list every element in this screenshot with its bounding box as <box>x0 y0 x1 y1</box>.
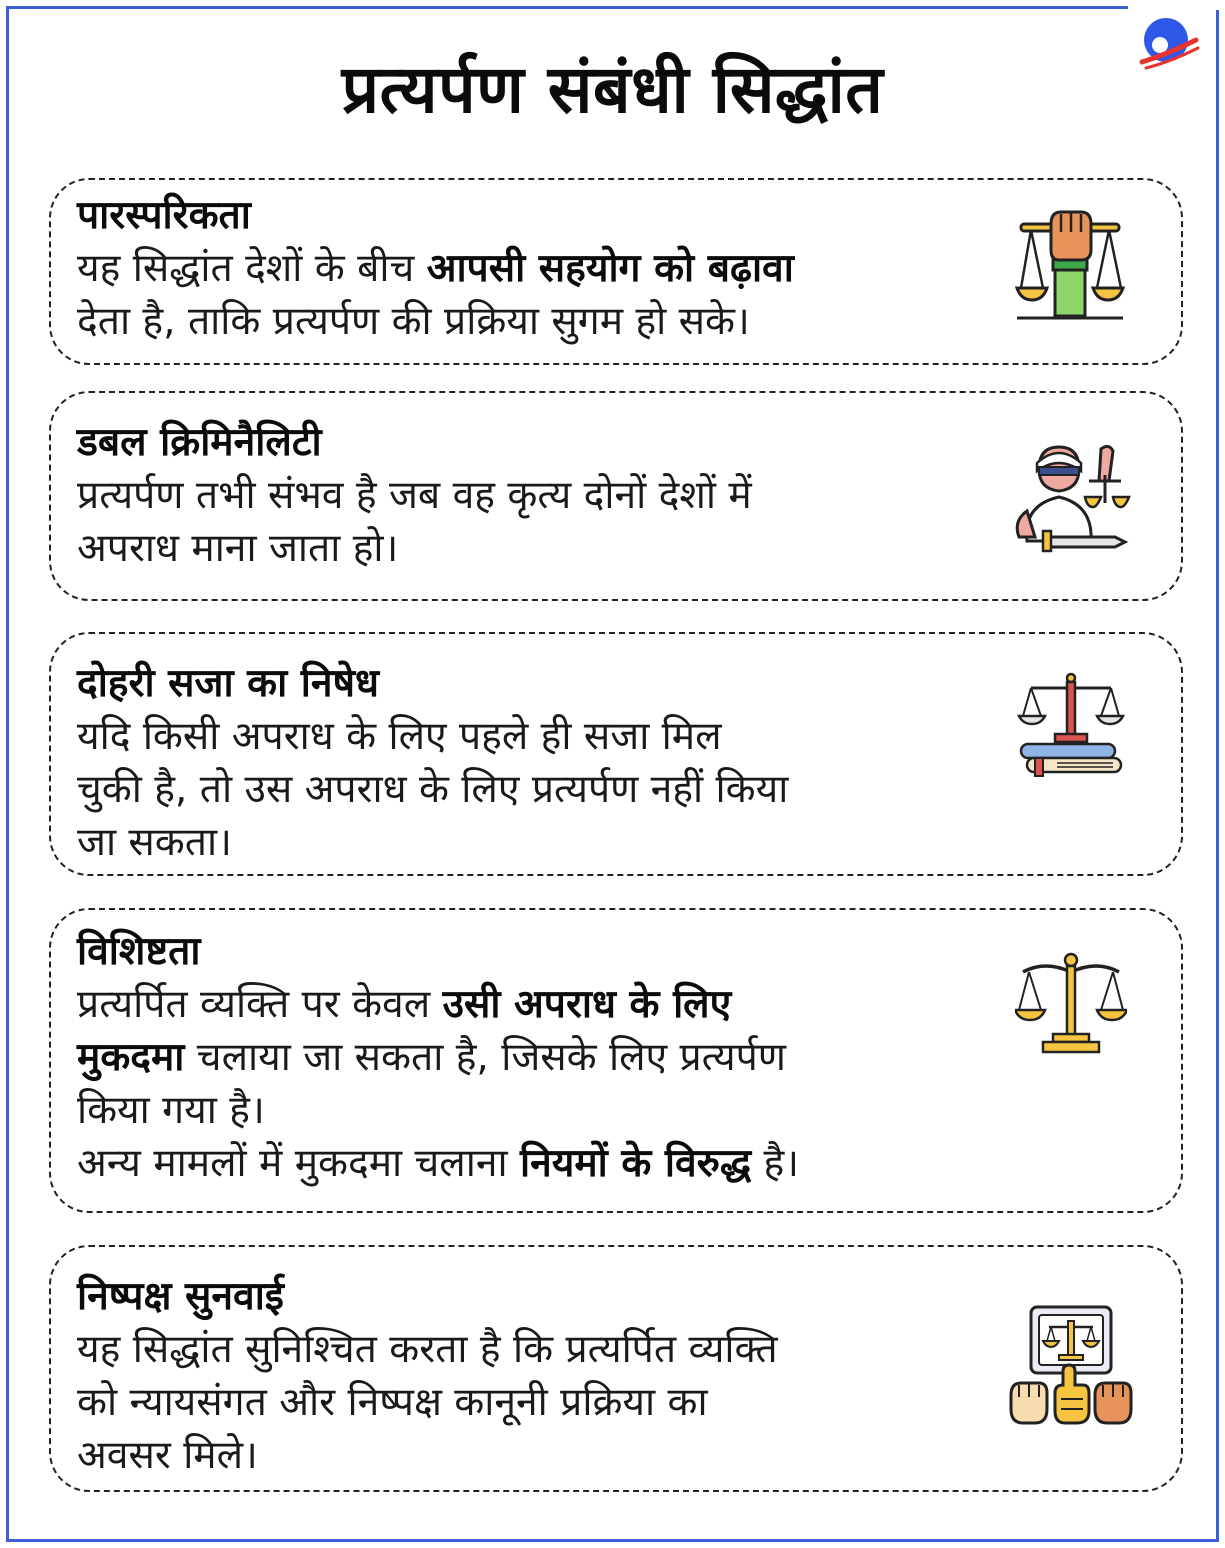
body-line: प्रत्यर्पित व्यक्ति पर केवल उसी अपराध के लिए <box>77 982 732 1027</box>
balance-scale-icon <box>1015 952 1127 1058</box>
principle-body <box>77 710 788 869</box>
principle-heading: विशिष्टता <box>77 929 201 974</box>
principle-card-double-jeopardy <box>49 632 1183 876</box>
principle-body <box>77 469 752 575</box>
body-line: यदि किसी अपराध के लिए पहले ही सजा मिल <box>77 714 722 759</box>
principle-heading: पारस्परिकता <box>77 193 251 238</box>
body-line: अन्य मामलों में मुकदमा चलाना नियमों के विरुद्ध है। <box>77 1141 800 1186</box>
scales-on-books-icon <box>1017 672 1125 778</box>
body-line: को न्यायसंगत और निष्पक्ष कानूनी प्रक्रिया का <box>77 1380 708 1425</box>
frame-notch <box>1128 2 1224 10</box>
body-line: किया गया है। <box>77 1088 265 1133</box>
principle-body <box>77 242 794 348</box>
principle-card-fair-trial <box>49 1245 1183 1492</box>
lady-justice-icon <box>1009 441 1133 561</box>
body-line: अपराध माना जाता हो। <box>77 526 399 571</box>
principle-body <box>77 978 799 1190</box>
principle-card-speciality <box>49 908 1183 1213</box>
body-line: अवसर मिले। <box>77 1433 258 1478</box>
principle-card-double-criminality <box>49 391 1183 601</box>
principle-heading: दोहरी सजा का निषेध <box>77 661 380 706</box>
body-line: मुकदमा चलाया जा सकता है, जिसके लिए प्रत्यर्पण <box>77 1035 786 1080</box>
emphasis-text: आपसी सहयोग को बढ़ावा <box>426 246 794 291</box>
emphasis-text: उसी अपराध के लिए <box>442 982 732 1027</box>
body-line: देता है, ताकि प्रत्यर्पण की प्रक्रिया सुगम हो सके। <box>77 299 750 344</box>
principle-body <box>77 1323 778 1482</box>
body-line: जा सकता। <box>77 820 232 865</box>
body-line: चुकी है, तो उस अपराध के लिए प्रत्यर्पण नहीं किया <box>77 767 789 812</box>
body-line: यह सिद्धांत सुनिश्चित करता है कि प्रत्यर्पित व्यक्ति <box>77 1327 778 1372</box>
body-line: प्रत्यर्पण तभी संभव है जब वह कृत्य दोनों देशों में <box>77 473 752 518</box>
raised-fist-scales-icon <box>1013 210 1127 328</box>
principle-heading: निष्पक्ष सुनवाई <box>77 1274 284 1319</box>
page-title: प्रत्यर्पण संबंधी सिद्धांत <box>341 51 884 128</box>
emphasis-text: मुकदमा <box>77 1035 185 1080</box>
emphasis-text: नियमों के विरुद्ध <box>519 1141 752 1186</box>
principle-heading: डबल क्रिमिनैलिटी <box>77 420 322 465</box>
principle-card-reciprocity <box>49 178 1183 365</box>
fair-trial-fists-icon <box>1009 1305 1133 1429</box>
body-line: यह सिद्धांत देशों के बीच आपसी सहयोग को बढ़ावा <box>77 246 794 291</box>
